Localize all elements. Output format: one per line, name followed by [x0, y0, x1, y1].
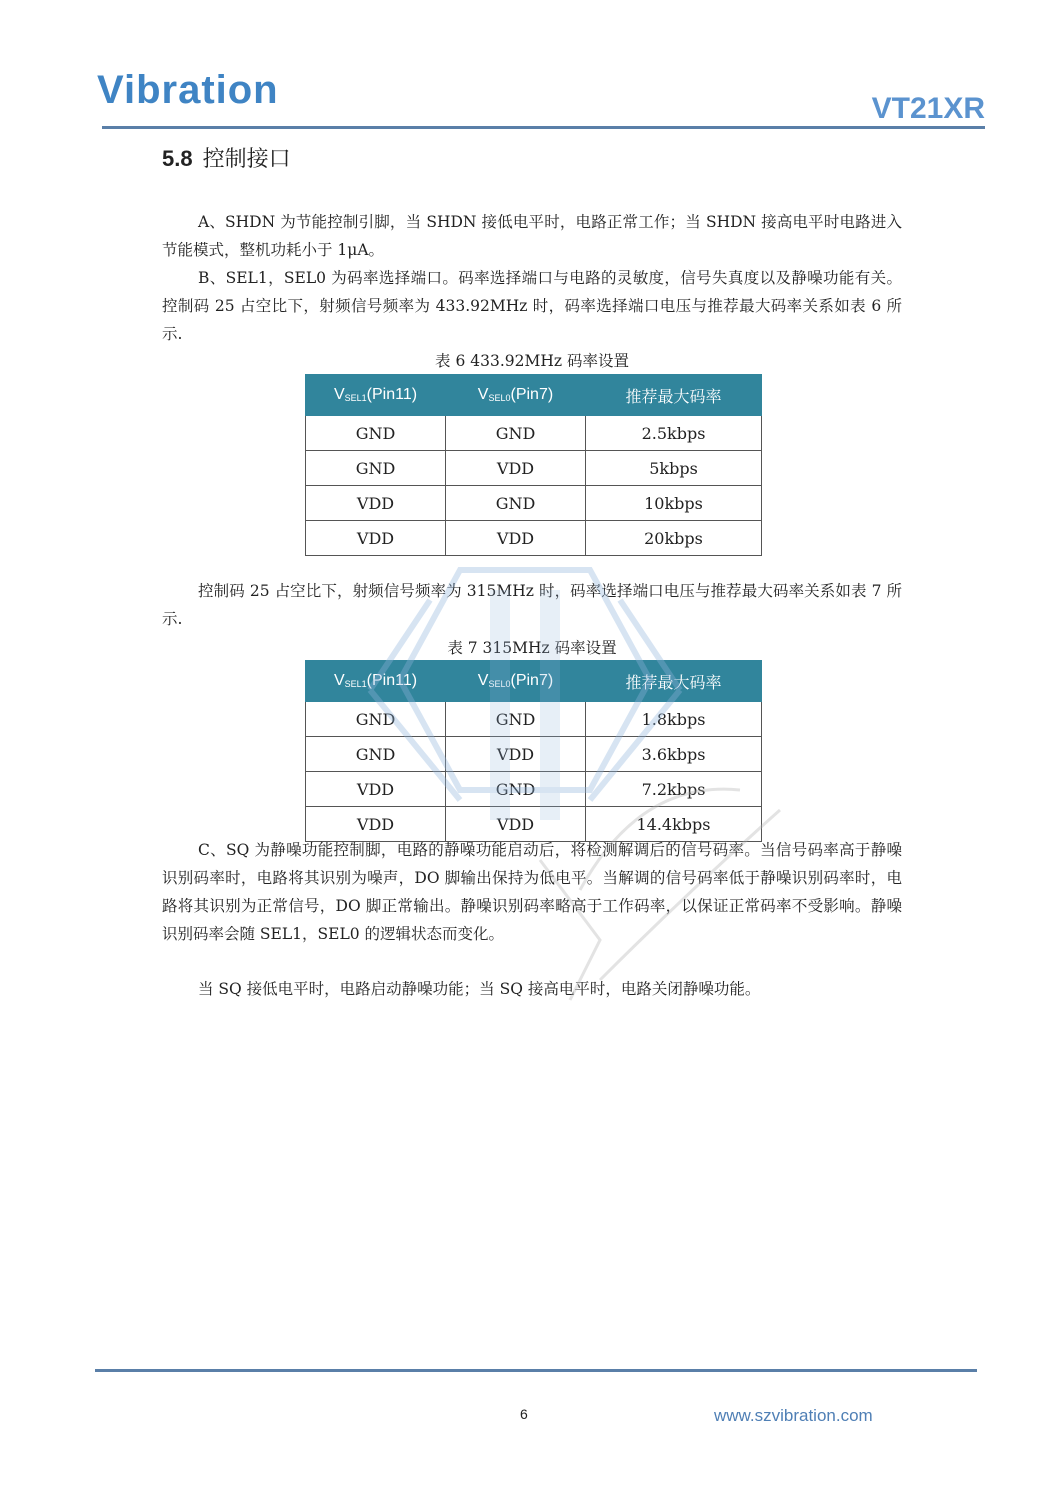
- table-cell: 1.8kbps: [586, 702, 762, 737]
- table-row: [306, 737, 762, 772]
- footer-rule: [95, 1369, 977, 1372]
- table6-caption: 表 6 433.92MHz 码率设置: [435, 352, 629, 370]
- table-cell: GND: [446, 416, 586, 451]
- table7-caption: 表 7 315MHz 码率设置: [447, 639, 617, 657]
- table-cell: GND: [306, 451, 446, 486]
- website-link[interactable]: www.szvibration.com: [714, 1406, 873, 1425]
- table-cell: GND: [306, 737, 446, 772]
- table-cell: 20kbps: [586, 521, 762, 556]
- table6-header-rate: 推荐最大码率: [586, 375, 762, 416]
- table-row: [306, 521, 762, 556]
- table-cell: GND: [446, 486, 586, 521]
- table7-header-rate: 推荐最大码率: [586, 661, 762, 702]
- table-cell: VDD: [306, 807, 446, 842]
- table-cell: GND: [446, 702, 586, 737]
- table-cell: VDD: [306, 486, 446, 521]
- section-heading: [162, 142, 291, 173]
- table6-header-sel1: $V_{SEL1}(Pin11)$: [306, 375, 446, 416]
- page-number: 6: [520, 1406, 528, 1422]
- table-cell: VDD: [306, 772, 446, 807]
- table7-header-sel0: $V_{SEL0}(Pin7)$: [446, 661, 586, 702]
- paragraph-b2: 控制码 25 占空比下，射频信号频率为 315MHz 时，码率选择端口电压与推荐最大码率关系如表 7 所示.: [162, 582, 902, 628]
- table-cell: 10kbps: [586, 486, 762, 521]
- table-cell: GND: [306, 416, 446, 451]
- paragraph-d: 当 SQ 接低电平时，电路启动静噪功能；当 SQ 接高电平时，电路关闭静噪功能。: [198, 980, 761, 998]
- table-cell: 2.5kbps: [586, 416, 762, 451]
- table-row: [306, 451, 762, 486]
- paragraph-a: A、SHDN 为节能控制引脚，当 SHDN 接低电平时，电路正常工作；当 SHDN 接高电平时电路进入节能模式，整机功耗小于 1μA。: [162, 213, 902, 259]
- table-cell: VDD: [306, 521, 446, 556]
- table-cell: VDD: [446, 521, 586, 556]
- table-row: [306, 416, 762, 451]
- table6-header-sel0: $V_{SEL0}(Pin7)$: [446, 375, 586, 416]
- header-rule: [102, 126, 985, 129]
- table-cell: 7.2kbps: [586, 772, 762, 807]
- table-row: [306, 702, 762, 737]
- section-number: 5.8: [162, 146, 193, 171]
- company-logo: Vibration: [97, 68, 279, 112]
- table7: [305, 660, 762, 842]
- table-cell: 14.4kbps: [586, 807, 762, 842]
- model-name: VT21XR: [871, 92, 985, 125]
- table-cell: 5kbps: [586, 451, 762, 486]
- table-cell: VDD: [446, 737, 586, 772]
- section-title: 控制接口: [202, 147, 291, 172]
- table-cell: GND: [306, 702, 446, 737]
- table-cell: VDD: [446, 451, 586, 486]
- table-cell: 3.6kbps: [586, 737, 762, 772]
- table-cell: VDD: [446, 807, 586, 842]
- table-row: [306, 772, 762, 807]
- paragraph-b: B、SEL1，SEL0 为码率选择端口。码率选择端口与电路的灵敏度，信号失真度以及静噪功能有关。控制码 25 占空比下，射频信号频率为 433.92MHz 时，码率选择端口电压与推荐最大码率关系如表 6 所示.: [162, 269, 902, 343]
- table-row: [306, 486, 762, 521]
- table6: [305, 374, 762, 556]
- table7-header-sel1: $V_{SEL1}(Pin11)$: [306, 661, 446, 702]
- paragraph-c: C、SQ 为静噪功能控制脚，电路的静噪功能启动后，将检测解调后的信号码率。当信号码率高于静噪识别码率时，电路将其识别为噪声，DO 脚输出保持为低电平。当解调的信号码率低于静噪识别码率时，电路将其识别为正常信号，DO 脚正常输出。静噪识别码率略高于工作码率，以保证正常码率不受影响。静噪识别码率会随 SEL1，SEL0 的逻辑状态而变化。: [162, 841, 902, 943]
- table-cell: GND: [446, 772, 586, 807]
